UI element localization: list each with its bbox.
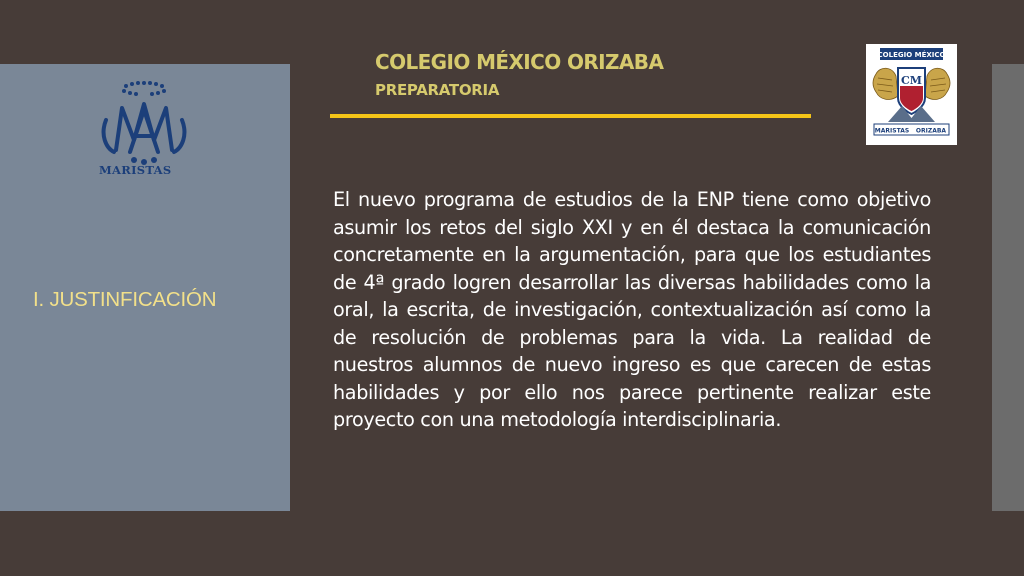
crest-bottom-left: MARISTAS xyxy=(874,127,910,135)
section-title: I. JUSTINFICACIÓN xyxy=(33,288,217,311)
lion-right-icon xyxy=(925,68,950,99)
crest-monogram: CM xyxy=(901,74,922,87)
school-crest xyxy=(866,44,957,145)
justification-paragraph: El nuevo programa de estudios de la ENP tiene como objetivo asumir los retos del siglo XXI y en él destaca la comunicación concretamente en la argumentación, para que los estudiantes de 4ª grado logren desarrollar las diversas habilidades como la oral, la escrita, de investigación, contextualización así como la de resolución de problemas para la vida. La realidad de nuestros alumnos de nuevo ingreso es que carecen de estas habilidades y por ello nos parece pertinente realizar este proyecto con una metodología interdisciplinaria. xyxy=(333,188,931,431)
school-name: COLEGIO MÉXICO ORIZABA xyxy=(375,50,664,74)
maristas-wordmark: MARISTAS xyxy=(99,163,172,177)
right-accent-bar xyxy=(992,64,1024,511)
header-rule xyxy=(330,114,811,118)
am-monogram-icon xyxy=(104,104,185,152)
school-subtitle: PREPARATORIA xyxy=(375,81,500,99)
stars-icon xyxy=(122,81,166,96)
crest-bottom-right: ORIZABA xyxy=(915,127,947,135)
crest-top-text: COLEGIO MÉXICO xyxy=(877,51,946,59)
eagle-left-icon xyxy=(873,68,898,99)
